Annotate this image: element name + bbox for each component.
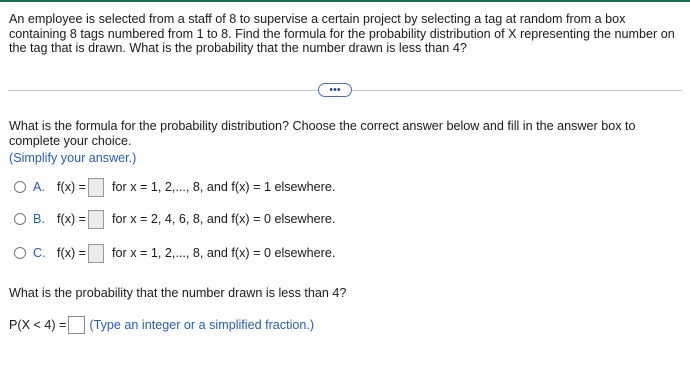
probability-note: (Type an integer or a simplified fraction.) [89,318,315,332]
option-c[interactable] [14,243,335,263]
probability-question: What is the probability that the number drawn is less than 4? [9,286,347,300]
option-c-radio[interactable] [14,247,26,259]
probability-answer-row [9,315,314,335]
option-c-suffix: for x = 1, 2,..., 8, and f(x) = 0 elsewhere. [112,246,336,260]
option-b-suffix: for x = 2, 4, 6, 8, and f(x) = 0 elsewhere. [112,212,336,226]
top-accent-bar [0,0,690,2]
option-b-letter: B. [33,212,45,226]
problem-statement: An employee is selected from a staff of 8 to supervise a certain project by selecting a tag at random from a box containing 8 tags numbered from 1 to 8. Find the formula for the probability distribution of X representing the number on the tag that is drawn. What is the probability that the number drawn is less than 4? [9,12,675,56]
option-b-radio[interactable] [14,213,26,225]
option-a-radio[interactable] [14,181,26,193]
option-a-answer-box[interactable] [88,178,104,197]
option-b-answer-box[interactable] [88,210,104,229]
option-b[interactable] [14,209,335,229]
option-a-suffix: for x = 1, 2,..., 8, and f(x) = 1 elsewhere. [112,180,336,194]
option-c-prefix: f(x) = [57,246,87,260]
option-c-letter: C. [33,246,46,260]
option-b-prefix: f(x) = [57,212,87,226]
option-c-answer-box[interactable] [88,244,104,263]
option-a-prefix: f(x) = [57,180,87,194]
probability-answer-box[interactable] [68,316,85,334]
probability-prefix: P(X < 4) = [9,318,67,332]
option-a-letter: A. [33,180,45,194]
expand-more-button[interactable]: ••• [318,83,352,97]
option-a[interactable] [14,177,335,197]
question-prompt: What is the formula for the probability distribution? Choose the correct answer below and fill in the answer box to complete your choice. [9,119,636,148]
simplify-hint: (Simplify your answer.) [9,151,137,165]
